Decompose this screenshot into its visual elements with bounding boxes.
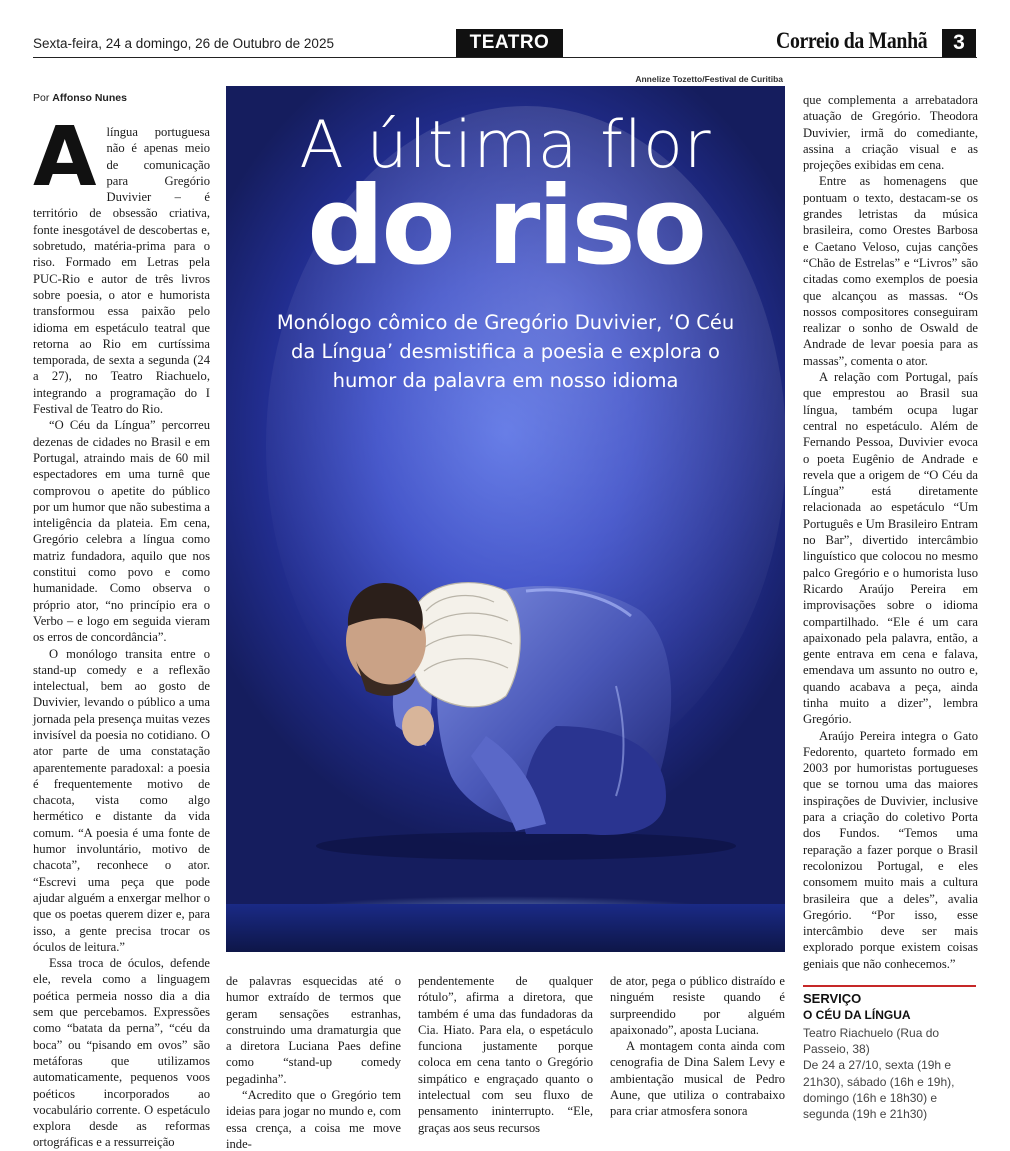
- servico-divider: [803, 985, 976, 987]
- paragraph: língua portuguesa não é apenas meio de comunicação para Gregório Duvivier – é território de obsessão criativa, fonte inesgotável de descobertas e, sobretudo, matéria-prima para o riso. Formado em Letras pela PUC-Rio e autor de três livros sobre poesia, o ator e humorista transformou essa paixão pelo idioma em espetáculo teatral que retorna ao Rio em curtíssima temporada, de sexta a segunda (24 a 27), no Teatro Riachuelo, integrando a programação do I Festival de Teatro do Rio.: [33, 125, 210, 417]
- photo-credit: Annelize Tozetto/Festival de Curitiba: [635, 74, 783, 84]
- article-column-5: [803, 92, 978, 972]
- servico-schedule: De 24 a 27/10, sexta (19h e 21h30), sábado (16h e 19h), domingo (16h e 18h30) e segunda (19h e 21h30): [803, 1058, 955, 1122]
- servico-venue: Teatro Riachuelo (Rua do Passeio, 38): [803, 1026, 940, 1057]
- headline-line-1: A última flor: [299, 108, 712, 183]
- dropcap: A: [33, 110, 97, 205]
- paragraph: de ator, pega o público distraído e ninguém resiste quando é surpreendido por alguém apaixonado”, aposta Luciana.: [610, 974, 785, 1037]
- paragraph: que complementa a arrebatadora atuação de Gregório. Theodora Duvivier, irmã do comediante, assina a criação visual e as projeções exibidas em cena.: [803, 93, 978, 173]
- headline-line-2: do riso: [307, 164, 704, 289]
- byline-author: Affonso Nunes: [52, 92, 127, 104]
- subheadline: Monólogo cômico de Gregório Duvivier, ‘O Céu da Língua’ desmistifica a poesia e explora o humor da palavra em nosso idioma: [276, 311, 735, 392]
- header-divider: [33, 57, 977, 58]
- article-column-3: [418, 973, 593, 1136]
- edition-date: Sexta-feira, 24 a domingo, 26 de Outubro de 2025: [33, 36, 334, 51]
- paragraph: “Acredito que o Gregório tem ideias para jogar no mundo e, com essa crença, a coisa me move inde-: [226, 1088, 401, 1151]
- article-column-4: [610, 973, 785, 1120]
- paragraph: Essa troca de óculos, defende ele, revela como a linguagem poética permeia nosso dia a dia sem que percebamos. Expressões como “batata da perna”, “céu da boca” ou “pisando em ovos” são metáforas que utilizamos automaticamente, pequenos voos poéticos incorporados ao vocabulário corrente. O espetáculo explora desde as reformas ortográficas e a ressurreição: [33, 956, 210, 1150]
- byline: [33, 92, 127, 104]
- article-column-2: [226, 973, 401, 1151]
- paragraph: A montagem conta ainda com cenografia de Dina Salem Levy e ambientação musical de Pedro Aune, que utiliza o contrabaixo para criar atmosfera sonora: [610, 1039, 785, 1119]
- byline-prefix: Por: [33, 92, 50, 104]
- paragraph: “O Céu da Língua” percorreu dezenas de cidades no Brasil e em Portugal, atraindo mais de 60 mil espectadores em uma turnê que comprovou o apetite do público por um humor que não subestima a inteligência da plateia. Em cena, Gregório celebra a língua como matriz fundadora, aquilo que nos constitui como povo e como humanidade. Como observa o próprio ator, “no princípio era o Verbo – e logo em seguida vieram os erros de concordância”.: [33, 418, 210, 645]
- paragraph: O monólogo transita entre o stand-up comedy e a reflexão intelectual, bem ao gosto de Duvivier, levando o público a uma jornada pela presença muitas vezes invisível da poesia no cotidiano. O ator parte de uma constatação aparentemente paradoxal: a poesia é frequentemente motivo de chacota, vista como algo hermético e distante da vida comum. “A poesia é uma fonte de humor involuntário, motivo de chacota”, reconhece o ator. “Escrevi uma peça que pode ajudar alguém a enxergar melhor o que os poetas querem dizer e, para isso, a gente precisa trocar os óculos de leitura.”: [33, 646, 210, 954]
- article-column-1: [33, 110, 210, 1151]
- hero-photo: [226, 86, 785, 952]
- servico-show-name: O CÉU DA LÍNGUA: [803, 1008, 911, 1022]
- servico-details: [803, 1025, 978, 1122]
- page-number: 3: [942, 29, 976, 57]
- servico-title: SERVIÇO: [803, 991, 862, 1006]
- section-label: TEATRO: [456, 29, 563, 57]
- paragraph: pendentemente de qualquer rótulo”, afirma a diretora, que também é uma das fundadoras da Cia. Hiato. Para ela, o espetáculo funciona justamente porque coloca em cena tanto o Gregório simpático e engraçado quanto o intelectual com seu fluxo de pensamento ininterrupto. “Ele, graças aos seus recursos: [418, 974, 593, 1135]
- newspaper-logo: Correio da Manhã: [776, 28, 928, 53]
- paragraph: de palavras esquecidas até o humor extraído de termos que geram sensações estranhas, construindo uma dramaturgia que a diretora Luciana Paes define como “stand-up comedy pegadinha”.: [226, 974, 401, 1086]
- paragraph: A relação com Portugal, país que emprestou ao Brasil sua língua, também ocupa lugar central no espetáculo. Além de Fernando Pessoa, Duvivier evoca o poeta Eugênio de Andrade e revela que a origem de “O Céu da Língua” está diretamente relacionada ao espetáculo “Um Português e Um Brasileiro Entram no Bar”, divertido intercâmbio linguístico que colocou no mesmo palco Gregório e o humorista luso Ricardo Araújo Pereira em improvisações sobre o idioma compartilhado. “Ele é um cara apaixonado pela palavra, então, a gente entrava em cena e falava, emendava um assunto no outro e, quando acabava a peça, ainda tinha muito a dizer”, lembra Gregório.: [803, 370, 978, 727]
- paragraph: Araújo Pereira integra o Gato Fedorento, quarteto formado em 2003 por humoristas portugueses que se tornou uma das maiores inspirações de Duvivier, inclusive para a criação do coletivo Porta dos Fundos. “Temos uma reparação a fazer porque o Brasil recolonizou Portugal, e eles consomem muito mais a cultura brasileira que a deles”, avalia Gregório. “Por isso, esse intercâmbio deve ser mais explorado porque existem coisas geniais que não conhecemos.”: [803, 728, 978, 971]
- paragraph: Entre as homenagens que pontuam o texto, destacam-se os grandes letristas da música brasileira, como Orestes Barbosa e Caetano Veloso, cujas canções “Chão de Estrelas” e “Livros” são citadas como exemplos de poesia que alcançou as massas. “Os nossos compositores conseguiram realizar o sonho de Oswald de Andrade de levar poesia para as massas”, comenta o ator.: [803, 174, 978, 368]
